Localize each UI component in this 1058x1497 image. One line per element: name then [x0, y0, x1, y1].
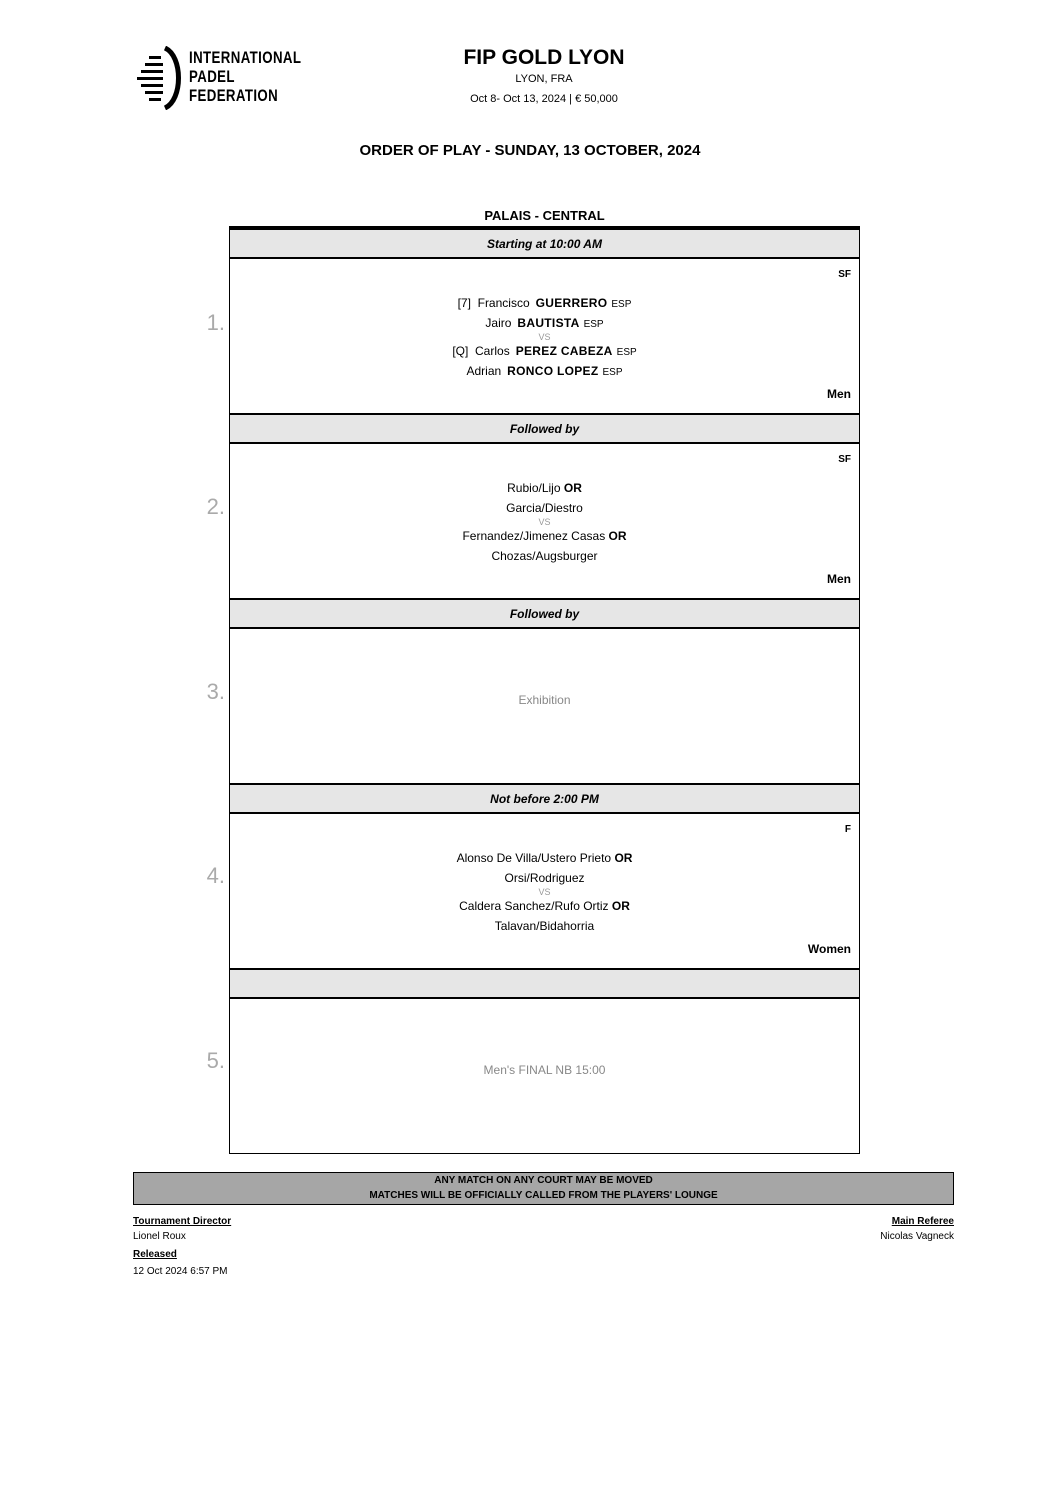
- round-label: SF: [838, 454, 851, 465]
- notice-banner: [133, 1172, 954, 1205]
- vs-label: VS: [538, 332, 551, 342]
- first-name: Carlos: [475, 344, 510, 358]
- last-name: PEREZ CABEZA: [515, 344, 613, 358]
- notice-line: MATCHES WILL BE OFFICIALLY CALLED FROM THE PLAYERS' LOUNGE: [369, 1190, 718, 1201]
- team-line: Talavan/Bidahorria: [494, 919, 595, 933]
- last-name: RONCO LOPEZ: [507, 364, 599, 378]
- first-name: Adrian: [466, 364, 502, 378]
- round-label: SF: [838, 269, 851, 280]
- team-name: Alonso De Villa/Ustero Prieto: [456, 851, 612, 865]
- logo-line: INTERNATIONAL: [189, 48, 302, 67]
- player-line: [230, 293, 859, 313]
- slot-note: Men's FINAL NB 15:00: [483, 1063, 606, 1077]
- team-name: Rubio/Lijo: [507, 481, 561, 495]
- released-label: Released: [133, 1249, 177, 1260]
- tournament-location: LYON, FRA: [515, 73, 573, 85]
- or-label: OR: [611, 899, 630, 913]
- vs-label: VS: [538, 517, 551, 527]
- match-number: 3.: [206, 679, 225, 704]
- slot-header: [230, 970, 859, 999]
- or-label: OR: [614, 851, 633, 865]
- country: ESP: [611, 299, 632, 310]
- slot-header: Followed by: [230, 415, 859, 444]
- team-line: [230, 526, 859, 546]
- player-line: [230, 361, 859, 381]
- match-5: [230, 999, 859, 1153]
- page-title: ORDER OF PLAY - SUNDAY, 13 OCTOBER, 2024: [359, 142, 701, 159]
- seed: [Q]: [452, 344, 469, 358]
- referee-name: Nicolas Vagneck: [880, 1231, 954, 1242]
- schedule-table: [229, 226, 860, 1154]
- country: ESP: [616, 347, 637, 358]
- match-number: 1.: [206, 310, 225, 335]
- team-line: Orsi/Rodriguez: [504, 871, 585, 885]
- tournament-dates: Oct 8- Oct 13, 2024 | € 50,000: [470, 93, 618, 105]
- first-name: Jairo: [485, 316, 512, 330]
- match-1: [230, 259, 859, 415]
- director-name: Lionel Roux: [133, 1231, 186, 1242]
- team-line: Garcia/Diestro: [506, 501, 583, 515]
- match-number: 4.: [206, 863, 225, 888]
- last-name: GUERRERO: [535, 296, 608, 310]
- slot-header: Followed by: [230, 600, 859, 629]
- team-line: [230, 478, 859, 498]
- team-line: [230, 896, 859, 916]
- last-name: BAUTISTA: [517, 316, 580, 330]
- team-line: [230, 848, 859, 868]
- match-number: 5.: [206, 1048, 225, 1073]
- logo-line: FEDERATION: [189, 86, 279, 105]
- slot-note: Exhibition: [518, 693, 571, 707]
- round-label: F: [844, 824, 851, 835]
- vs-label: VS: [538, 887, 551, 897]
- team-line: Chozas/Augsburger: [491, 549, 598, 563]
- slot-header: Not before 2:00 PM: [230, 785, 859, 814]
- court-name: PALAIS - CENTRAL: [484, 208, 605, 223]
- notice-line: ANY MATCH ON ANY COURT MAY BE MOVED: [434, 1175, 653, 1186]
- released-time: 12 Oct 2024 6:57 PM: [133, 1266, 228, 1277]
- match-4: [230, 814, 859, 970]
- slot-header: Starting at 10:00 AM: [230, 230, 859, 259]
- director-label: Tournament Director: [133, 1216, 232, 1227]
- match-number: 2.: [206, 494, 225, 519]
- logo-line: PADEL: [189, 67, 235, 86]
- category-label: Women: [807, 942, 851, 956]
- country: ESP: [602, 367, 623, 378]
- team-name: Fernandez/Jimenez Casas: [462, 529, 606, 543]
- player-line: [230, 313, 859, 333]
- first-name: Francisco: [477, 296, 530, 310]
- tournament-title: FIP GOLD LYON: [463, 46, 625, 69]
- seed: [7]: [457, 296, 471, 310]
- match-3: [230, 629, 859, 785]
- category-label: Men: [827, 572, 851, 586]
- country: ESP: [583, 319, 604, 330]
- category-label: Men: [827, 387, 851, 401]
- or-label: OR: [563, 481, 582, 495]
- match-2: [230, 444, 859, 600]
- or-label: OR: [608, 529, 627, 543]
- referee-label: Main Referee: [891, 1216, 954, 1227]
- player-line: [230, 341, 859, 361]
- team-name: Caldera Sanchez/Rufo Ortiz: [459, 899, 609, 913]
